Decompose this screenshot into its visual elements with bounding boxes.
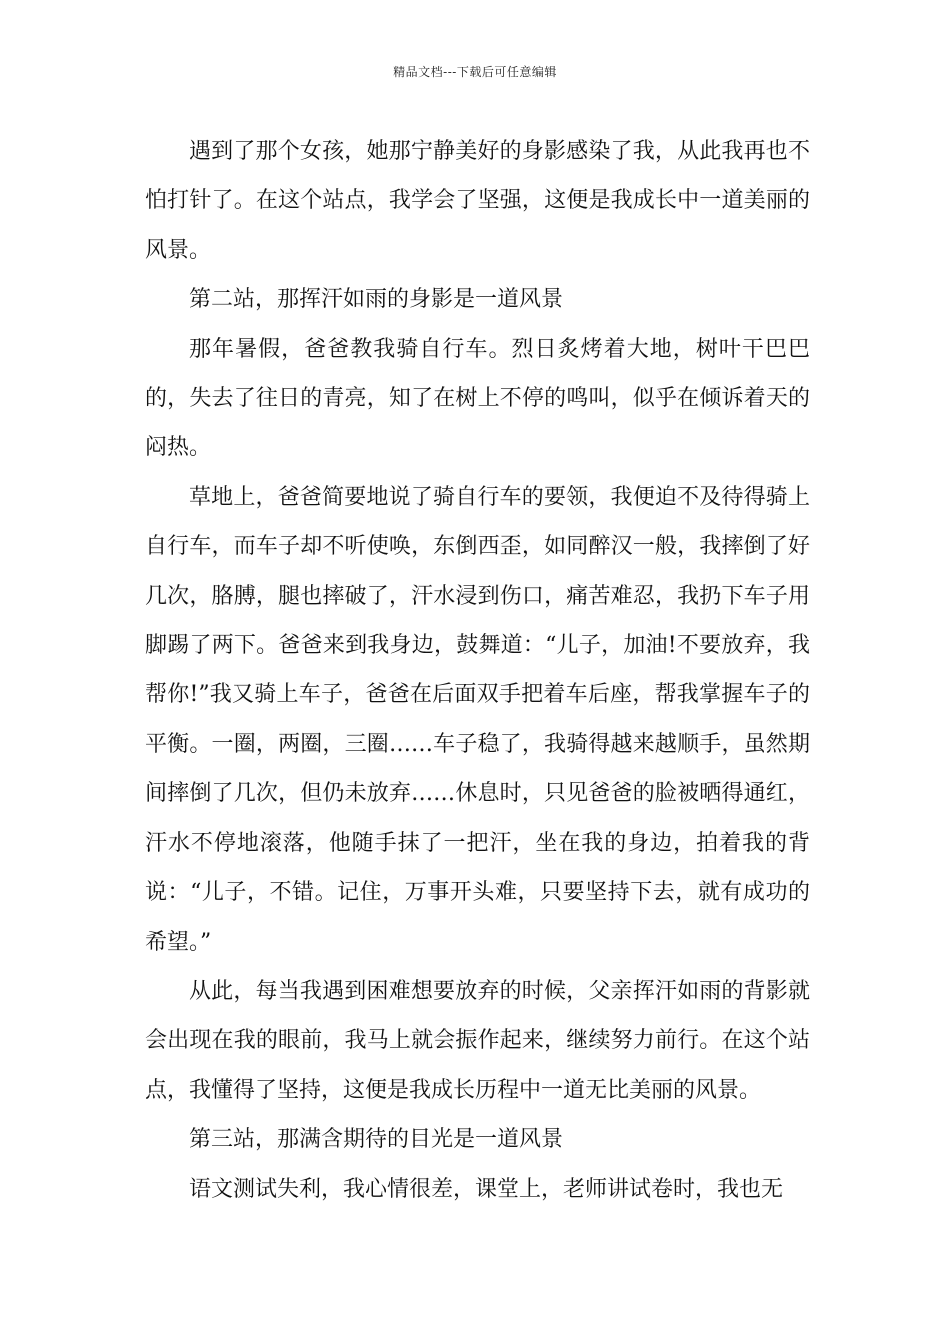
paragraph-3: 草地上，爸爸简要地说了骑自行车的要领，我便迫不及待得骑上自行车，而车子却不听使唤，东倒西歪，如同醉汉一般，我摔倒了好几次，胳膊，腿也摔破了，汗水浸到伤口，痛苦难忍，我扔下车子用脚踢了两下。爸爸来到我身边，鼓舞道：“儿子，加油!不要放弃，我帮你!”我又骑上车子，爸爸在后面双手把着车后座，帮我掌握车子的平衡。一圈，两圈，三圈……车子稳了，我骑得越来越顺手，虽然期间摔倒了几次，但仍未放弃……休息时，只见爸爸的脸被晒得通红，汗水不停地滚落，他随手抹了一把汗，坐在我的身边，拍着我的背说：“儿子，不错。记住，万事开头难，只要坚持下去，就有成功的希望。”	[145, 484, 810, 955]
paragraph-1: 遇到了那个女孩，她那宁静美好的身影感染了我，从此我再也不怕打针了。在这个站点，我学会了坚强，这便是我成长中一道美丽的风景。	[145, 139, 810, 263]
section-heading-2: 第二站，那挥汗如雨的身影是一道风景	[189, 287, 564, 313]
paragraph-4: 从此，每当我遇到困难想要放弃的时候，父亲挥汗如雨的背影就会出现在我的眼前，我马上就会振作起来，继续努力前行。在这个站点，我懂得了坚持，这便是我成长历程中一道无比美丽的风景。	[145, 978, 810, 1103]
section-heading-3: 第三站，那满含期待的目光是一道风景	[189, 1127, 564, 1153]
document-body	[145, 127, 810, 1214]
page-header: 精品文档---下载后可任意编辑	[393, 65, 557, 79]
paragraph-2: 那年暑假，爸爸教我骑自行车。烈日炙烤着大地，树叶干巴巴的，失去了往日的青亮，知了在树上不停的鸣叫，似乎在倾诉着天的闷热。	[145, 336, 810, 461]
paragraph-5: 语文测试失利，我心情很差，课堂上，老师讲试卷时，我也无	[189, 1176, 784, 1202]
